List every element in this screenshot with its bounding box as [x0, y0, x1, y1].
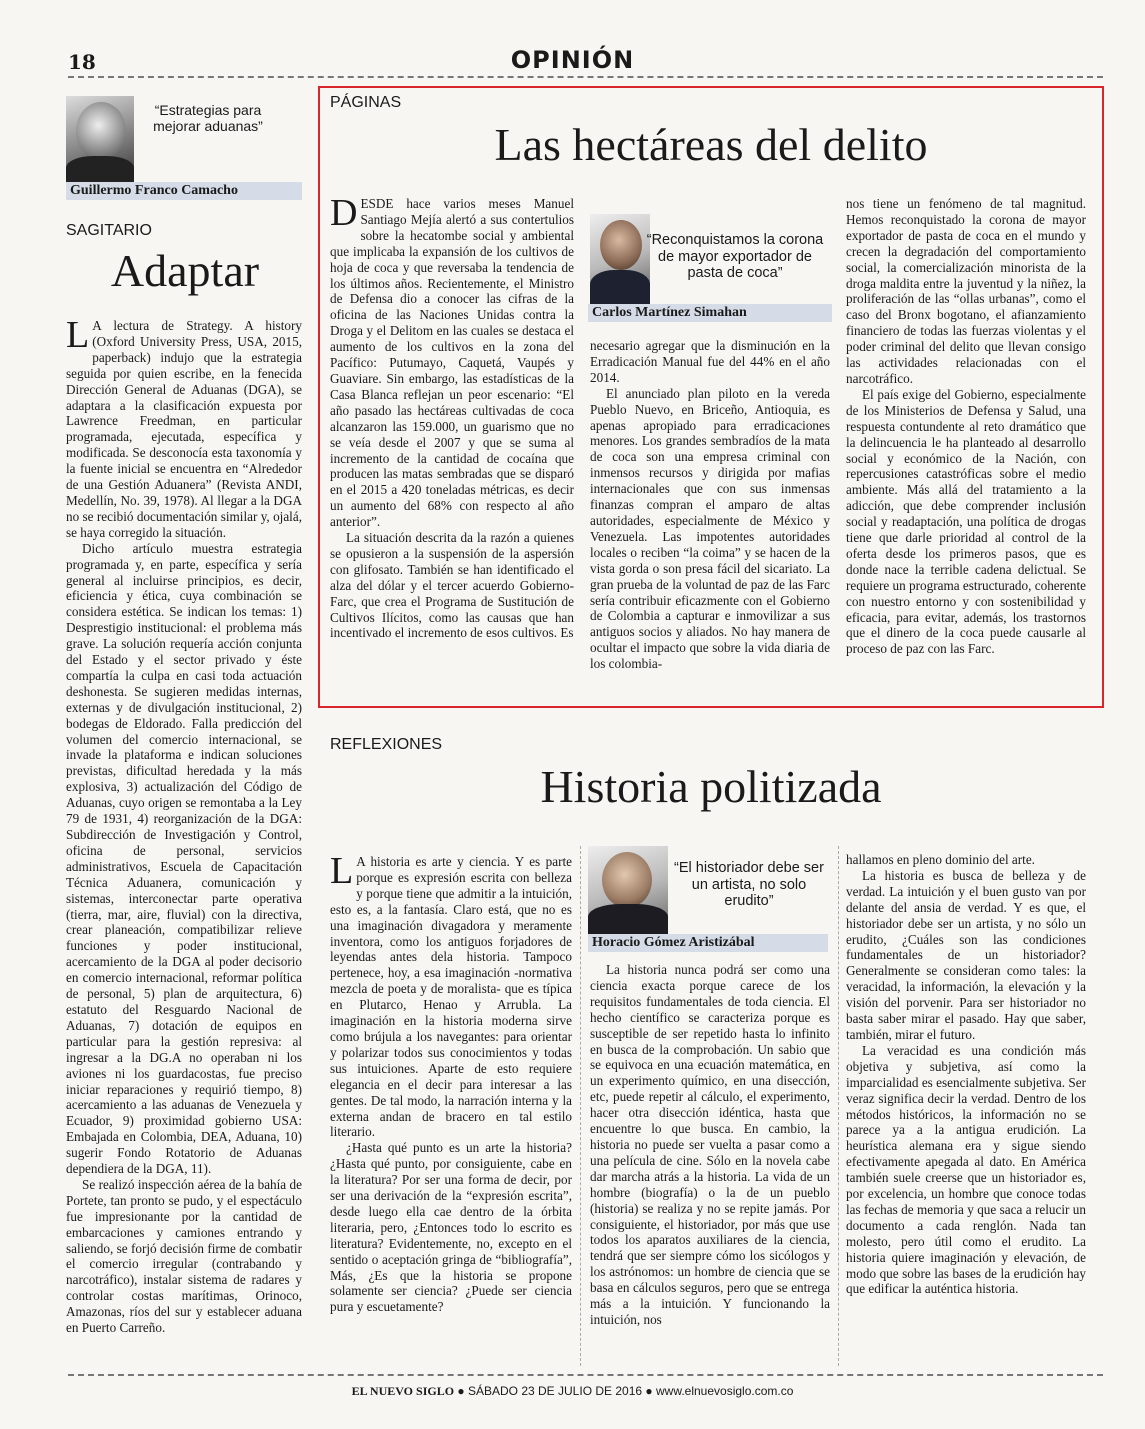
article1-column-3: [846, 196, 1086, 676]
author-byline-franco: Guillermo Franco Camacho: [66, 182, 302, 200]
article-kicker-reflexiones: REFLEXIONES: [330, 736, 443, 753]
top-divider: [68, 76, 1103, 78]
paragraph: La veracidad es una condición más objetiva y subjetiva, así como la imparcialidad es esencialmente subjetiva. Ser veraz significa decir la verdad. Dentro de los métodos históricos, la información no se parece ya a la antigua erudición. La heurística alemana era y sigue siendo efectivamente apegada al dato. En América también suele creerse que un historiador es, por excelencia, un hombre que conoce todas las fechas de memoria y que saca a relucir un documento a cada renglón. Nada tan molesto, pero útil como el erudito. La historia quiere imaginación y elevación, de modo que sobre las bases de la erudición hay que edificar la auténtica historia.: [846, 1042, 1086, 1297]
paragraph: La situación descrita da la razón a quienes se opusieron a la suspensión de la aspersión con glifosato. También se han identificado el alza del dólar y el tercer acuerdo Gobierno-Farc, que crea el Programa de Sustitución de Cultivos Ilícitos, como las causas que han incentivado el incremento de esos cultivos. Es: [330, 530, 574, 641]
pull-quote-gomez: “El historiador debe ser un artista, no solo erudito”: [674, 860, 824, 910]
footer-date: SÁBADO 23 DE JULIO DE 2016: [467, 1384, 643, 1398]
section-title: OPINIÓN: [510, 46, 635, 74]
author-photo-gomez: [588, 846, 668, 934]
paragraph: nos tiene un fenómeno de tal magnitud. Hemos reconquistado la corona de mayor exportador de pasta de coca en el mundo y crecen la degradación del comportamiento social, la comercialización minorista de la droga maldita entre la juventud y la niñez, la proliferación de las “ollas urbanas”, como el caso del Bronx bogotano, el afianzamiento financiero de todas las fuerzas violentas y el poder criminal del delito que llevan consigo las actividades relacionadas con el narcotráfico.: [846, 196, 1086, 386]
paragraph: ¿Hasta qué punto es un arte la historia? ¿Hasta qué punto, por consiguiente, cabe en la literatura? Por ser una forma de decir, por ser una derivación de la “expresión escrita”, desde luego ella cae dentro de la órbita literaria, pero, ¿Entonces todo lo escrito es literatura? Evidentemente, no, excepto en el sentido o aceptación gringa de “bibliografía”, Más, ¿Es que la historia se propone solamente ser ciencia? ¿Puede ser ciencia pura y escuetamente?: [330, 1140, 572, 1315]
headline-historia: Historia politizada: [540, 761, 882, 812]
pull-quote-martinez: “Reconquistamos la corona de mayor exportador de pasta de coca”: [646, 232, 824, 282]
paragraph: A historia es arte y ciencia. Y es parte porque es expresión escrita con belleza y porque tiene que admitir a la intuición, esto es, a la fantasía. Claro está, que no es una imaginación divagadora y meramente inventora, como los antiguos forjadores de leyendas antes dela historia. Tampoco pertenece, hoy, a esa imaginación -normativa mezcla de poeta y de moralista- que es típica en Plutarco, Henao y Arrubla. La imaginación en la historia moderna sirve como brújula a los navegantes: para orientar y polarizar todos sus conocimientos y todas sus intuiciones. Aparte de esto requiere elegancia en el decir para interesar a las gentes. De tal modo, la narración interna y la externa andan de bracero en tal estilo literario.: [330, 854, 572, 1140]
footer-url[interactable]: www.elnuevosiglo.com.co: [656, 1384, 794, 1398]
paragraph: La historia nunca podrá ser como una ciencia exacta porque carece de los requisitos fundamentales de toda ciencia. El hecho científico se caracteriza porque es susceptible de ser repetido hasta lo infinito en busca de la comprobación. Un sabio que se equivoca en una ecuación matemática, en un experimento químico, en una disección, etc, puede repetir al cálculo, el experimento, hacer otra disección idéntica, hasta que encuentre lo que busca. En cambio, la historia no puede ser vuelta a pasar como a una película de cine. Sólo en la novela cabe dar marcha atrás a la historia. La vida de un hombre (biografía) o la de un pueblo (historia) se realiza y no se repite jamás. Por consiguiente, el historiador, por más que use todos los aparatos auxiliares de la ciencia, tendrá que ser siempre cómo los sicólogos y los astrónomos: un hombre de ciencia que se basa en cálculos seguros, pero que se entrega más a la intuición. Y funcionando la intuición, nos: [590, 962, 830, 1327]
paragraph: Dicho artículo muestra estrategia programada y, en parte, específica y sería general al incluirse principios, es decir, eficiencia y ética, cuya combinación se considera estética. Se indican los temas: 1) Desprestigio institucional: el problema más grave. La solución requería acción conjunta del Estado y el sector privado y éste compartía la culpa en casi toda actuación deshonesta. Se sugieren medidas internas, externas y de divulgación institucional, 2) bodegas de Eldorado. Falla predicción del volumen del comercio internacional, se invade la plataforma e indican soluciones previstas, dificultad heredada y la más explosiva, 3) actualización del Código de Aduanas, cuyo origen se remontaba a la Ley 79 de 1931, 4) reorganización de la DGA: Subdirección de Investigación y Control, oficina de personal, servicios administrativos, Escuela de Capacitación Técnica Aduanera, comunicación y sistemas, interconectar parte operativa (tierra, mar, aire, fluvial) con la directiva, crear planeación, compatibilizar relieve funciones y poder institucional, acercamiento de la DGA al poder decisorio en comercio internacional, reformar política de personal, 5) plan de arquitectura, 6) estatuto del Resguardo Nacional de Aduanas, 7) dotación de equipos en particular para la gestión represiva: al ingresar a la DG.A no operaban ni los aviones ni los guardacostas, fue preciso iniciar reparaciones y requirió tiempo, 8) acercamiento a las aduanas de Venezuela y Ecuador, 9) proximidad gobierno USA: Embajada en Colombia, DEA, Aduana, 10) sugerir Fondo Rotatorio de Aduanas dependiera de la DGA, 11).: [66, 540, 302, 1177]
headline-hectareas: Las hectáreas del delito: [494, 119, 928, 170]
author-photo-franco: [66, 96, 134, 184]
bullet-icon: ●: [645, 1384, 656, 1398]
paragraph: La historia es busca de belleza y de verdad. La intuición y el buen gusto van por delante del ansia de verdad. Y es que, el historiador debe ser un artista, y no sólo un erudito, ¿Cuáles son las condiciones fundamentales de un historiador? Generalmente se consideran como tales: la veracidad, la información, la elevación y la visión del porvenir. Para ser historiador no basta saber mirar el pasado. Hay que saber, también, mirar el futuro.: [846, 867, 1086, 1042]
page-number: 18: [68, 50, 96, 74]
paragraph: A lectura de Strategy. A history (Oxford University Press, USA, 2015, paperback) indujo que la estrategia seguida por quien escribe, en la fenecida Dirección General de Aduanas (DGA), se adaptara a la clasificación expuesta por Lawrence Freedman, en particular programada, ejecutada, específica y modificada. Se desconocía esta taxonomía y la fuente inicial se encuentra en “Alrededor de una Gestión Aduanera” (Revista ANDI, Medellín, No. 39, 1978). Al llegar a la DGA no se recibió documentación similar y, ojalá, se haya corregido la situación.: [66, 318, 302, 540]
bullet-icon: ●: [457, 1384, 468, 1398]
column-title-adaptar: Adaptar: [110, 245, 260, 296]
bottom-divider: [68, 1374, 1103, 1376]
paragraph: Se realizó inspección aérea de la bahía de Portete, tan pronto se pudo, y el espectáculo fue impresionante por la cantidad de embarcaciones y camiones entrando y saliendo, se forjó decisión firme de combatir el comercio irregular (contrabando y narcotráfico), instalar sistema de radares y controlar costas marítimas, Orinoco, Amazonas, ríos del sur y establecer aduana en Puerto Carreño.: [66, 1176, 302, 1336]
author-byline-martinez: Carlos Martínez Simahan: [588, 304, 832, 322]
paragraph: El país exige del Gobierno, especialmente de los Ministerios de Defensa y Salud, una respuesta contundente al reto dramático que la delincuencia le ha planteado al desarrollo social y económico de la Nación, con repercusiones catastróficas sobre el medio ambiente. Más allá del tratamiento a la adicción, que debe comprender inclusión social y readaptación, una política de drogas tiene que darle prioridad al control de la oferta desde los primeros pasos, que es donde nace la terrible cadena delictual. Se requiere un programa estructurado, coherente con nuestro entorno y con sostenibilidad y eficacia, para evitar, además, los trastornos que el dinero de la coca puede causarle al proceso de paz con las Farc.: [846, 386, 1086, 657]
footer: [0, 1384, 1145, 1399]
column-divider: [838, 846, 839, 1366]
dropcap: L: [66, 318, 90, 356]
column-divider: [580, 846, 581, 1366]
dropcap: D: [330, 196, 358, 234]
paragraph: necesario agregar que la disminución en la Erradicación Manual fue del 44% en el año 2014.: [590, 338, 830, 385]
article1-column-2: [590, 338, 830, 674]
pull-quote-franco: “Estrategias para mejorar aduanas”: [153, 102, 263, 135]
footer-brand: EL NUEVO SIGLO: [351, 1384, 455, 1398]
author-byline-gomez: Horacio Gómez Aristizábal: [588, 934, 828, 952]
article1-column-1: [330, 196, 574, 674]
article2-column-3: [846, 852, 1086, 1368]
dropcap: L: [330, 854, 354, 892]
paragraph: ESDE hace varios meses Manuel Santiago Mejía alertó a sus contertulios sobre la hecatombe social y ambiental que implicaba la expansión de los cultivos de hoja de coca y que reversaba la tendencia de los últimos años. Recientemente, el Ministro de Defensa dio a conocer las cifras de la oficina de las Naciones Unidas contra la Droga y el Delitom en las cuales se destaca el aumento de los cultivos en la zona del Pacífico: Putumayo, Caquetá, Vaupés y Guaviare. Sin embargo, las estadísticas de la Casa Blanca reflejan un peor escenario: “El año pasado las hectáreas cultivadas de coca alcanzaron las 159.000, un guarismo que no se veía desde el 2007 y que se suma al incremento de la cantidad de cocaína que producen las matas sembradas que se disparó en el 2015 a 420 toneladas métricas, es decir un aumento del 68% con respecto al año anterior”.: [330, 196, 574, 530]
column-kicker-sagitario: SAGITARIO: [66, 222, 152, 239]
paragraph: hallamos en pleno dominio del arte.: [846, 852, 1035, 867]
article2-column-2: [590, 962, 830, 1368]
article2-column-1: [330, 854, 572, 1368]
column-body-adaptar: [66, 318, 302, 1364]
article-kicker-paginas: PÁGINAS: [330, 94, 402, 111]
paragraph: El anunciado plan piloto en la vereda Pueblo Nuevo, en Briceño, Antioquia, es apenas apropiado para erradicaciones menores. Los grandes sembradíos de la mata de coca son una empresa criminal con inmensos recursos y dirigida por mafias internacionales que con sus inmensas finanzas compran el amparo de altas autoridades, especialmente de México y Venezuela. Las impotentes autoridades locales o reciben “la coima” y se hacen de la vista gorda o son presa fácil del sicariato. La gran prueba de la voluntad de paz de las Farc sería contribuir eficazmente con el Gobierno de Colombia a capturar e inmovilizar a sus antiguos socios y aliados. No hay manera de ocultar el impacto que sobre la vida diaria de los colombia-: [590, 385, 830, 672]
